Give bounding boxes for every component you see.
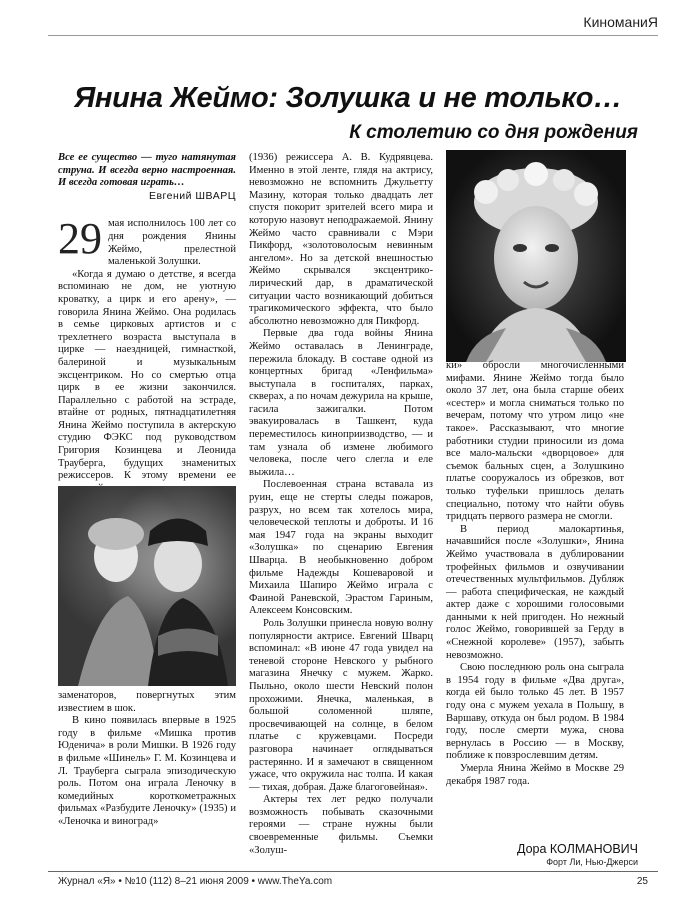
article-title: Янина Жеймо: Золушка и не только… bbox=[74, 82, 622, 114]
article-subtitle: К столетию со дня рождения bbox=[349, 122, 638, 143]
paragraph: Свою последнюю роль она сыграла в 1954 году в фильме «Два друга», когда ей было только 45 лет. В 1957 году она с мужем уехала в Польшу, в Варшаву, откуда он был родом. В 1984 году, после смерти мужа, снова вернулась в Россию — в Москву, поближе к повзрослевшим детям. bbox=[446, 662, 624, 762]
footer-rule bbox=[48, 871, 658, 872]
footer-publication-info: Журнал «Я» • №10 (112) 8–21 июня 2009 • www.TheYa.com bbox=[58, 876, 333, 887]
column-1 bbox=[58, 152, 236, 508]
paragraph: ки» обросли многочисленными мифами. Янине Жеймо тогда было около 37 лет, она была старше обеих «сестер» и могла сниматься только по вечерам, потому что утром лицо «не такое». Рассказывают, что многие работники студии приносили из дома все мало-мальски «дворцовое» для съемок бальных сцен, а Золушкино платье сооружалось из обрезков, вот только туфельки пришлось делать специально, потому что найти обувь тридцать первого размера не смогли. bbox=[446, 360, 624, 523]
header-rule bbox=[48, 35, 658, 36]
paragraph: Актеры тех лет редко получали возможность побывать сказочными героями — стране нужны были своевременные фильмы. Съемки «Золуш- bbox=[249, 794, 433, 856]
paragraph: Послевоенная страна вставала из руин, еще не стерты следы пожаров, разрух, но всем так хотелось мира, человеческой теплоты и доброты. И 16 мая 1947 года на экраны выходит «Золушка» по сценарию Евгения Шварца. В необыкновенно добром фильме Надежды Кошеваровой и Михаила Шапиро Жеймо играла с Фаиной Раневской, Эрастом Гариным, Алексеем Консовским. bbox=[249, 479, 433, 617]
paragraph: Роль Золушки принесла новую волну популярности актрисе. Евгений Шварц вспоминал: «В июне 47 года увидел на теневой стороне Невского у рыбного магазина Янечку с мужем. Жарко. Пыльно, около шести Невский полон прохожими. Янечка, маленькая, в большой соломенной шляпе, просвечивающей на солнце, в белом платье с кружевцами. Посреди разговора начинает оглядываться растерянно. И я замечают в священном ужасе, что окружила нас толпа. И какая — тихая, добрая. Даже благоговейная». bbox=[249, 617, 433, 793]
photo-portrait bbox=[446, 150, 626, 362]
dropcap: 29 bbox=[58, 214, 102, 264]
rubric-label: КиноманиЯ bbox=[583, 14, 658, 30]
paragraph: В кино появилась впервые в 1925 году в фильме «Мишка против Юденича» в роли Мишки. В 1926 году в фильме «Шинель» Г. М. Козинцева и Л. Трауберга сыграла эпизодическую роль. Потом она играла Леночку в комедийных короткометражных фильмах «Разбудите Леночку» (1935) и «Леночка и виноград» bbox=[58, 715, 236, 827]
intro-paragraph bbox=[58, 214, 236, 268]
author-location: Форт Ли, Нью-Джерси bbox=[546, 857, 638, 867]
author-signature: Дора КОЛМАНОВИЧ bbox=[516, 842, 638, 856]
epigraph-text: Все ее существо — туго натянутая струна. И всегда верно настроенная. И всегда готовая играть… bbox=[58, 152, 236, 189]
column-1-continued bbox=[58, 690, 236, 829]
column-3 bbox=[446, 360, 624, 788]
intro-text: мая исполнилось 100 лет со дня рождения Янины Жеймо, прелестной маленькой Золушки. bbox=[108, 218, 236, 268]
paragraph: Первые два года войны Янина Жеймо оставалась в Ленинграде, пережила блокаду. В составе одной из концертных бригад «Ленфильма» выступала в госпиталях, парках, скверах, а по ночам дежурила на крыше, гасила зажигалки. Потом эвакуировалась в Ташкент, куда переместилось киноприизводство, — и там узнала об измене любимого человека, после чего слегла и еле выжила… bbox=[249, 328, 433, 478]
column-2 bbox=[249, 152, 433, 857]
paragraph: заменаторов, повергнутых этим известием в шок. bbox=[58, 690, 236, 714]
page-number: 25 bbox=[636, 876, 648, 887]
photo-cinderella-scene bbox=[58, 486, 236, 686]
paragraph: В период малокартинья, начавшийся после «Золушки», Янина Жеймо участвовала в дублировании трофейных фильмов и озвучивании отечественных мультфильмов. Дубляж — работа специфическая, не каждый актер даже с хорошими голосовыми данными к ней пригоден. Но нежный голос Жеймо, говорившей за Герду в «Снежной королеве» (1957), забыть невозможно. bbox=[446, 523, 624, 661]
epigraph-author: Евгений ШВАРЦ bbox=[148, 189, 236, 202]
photo-cinderella-scene-image bbox=[58, 486, 236, 686]
paragraph: (1936) режиссера А. В. Кудрявцева. Именно в этой ленте, глядя на актрису, невозможно не вспомнить Джульетту Мазину, которая только двадцать лет спустя покорит зрителей всего мира и которую назовут неподражаемой. Янину Жеймо часто сравнивали с Мэри Пикфорд, «золотоволосым невинным ангелом». Но за детской внешностью Жеймо скрывался эксцентрико-лирический дар, в драматической ситуации часто возникающий добиться трагикомического эффекта, что было абсолютно невозможно для Пикфорд. bbox=[249, 152, 433, 327]
photo-portrait-image bbox=[446, 150, 626, 362]
paragraph: «Когда я думаю о детстве, я всегда вспоминаю не дом, не уютную кроватку, а цирк и его арену», — говорила Янина Жеймо. Она родилась в семье цирковых артистов и с трехлетнего возраста выступала в цирке — наездницей, гимнасткой, балериной и музыкальным эксцентриком. Но со смертью отца цирк в ее жизни закончился. Параллельно с работой на эстраде, втайне от родных, пятнадцатилетняя Янина Жеймо поступила в актерскую студию ФЭКС под руководством Григория Козинцева и Леонида Трауберга, будущих знаменитых режиссеров. К этому времени ее bbox=[58, 268, 236, 482]
paragraph: Умерла Янина Жеймо в Москве 29 декабря 1987 года. bbox=[446, 763, 624, 787]
